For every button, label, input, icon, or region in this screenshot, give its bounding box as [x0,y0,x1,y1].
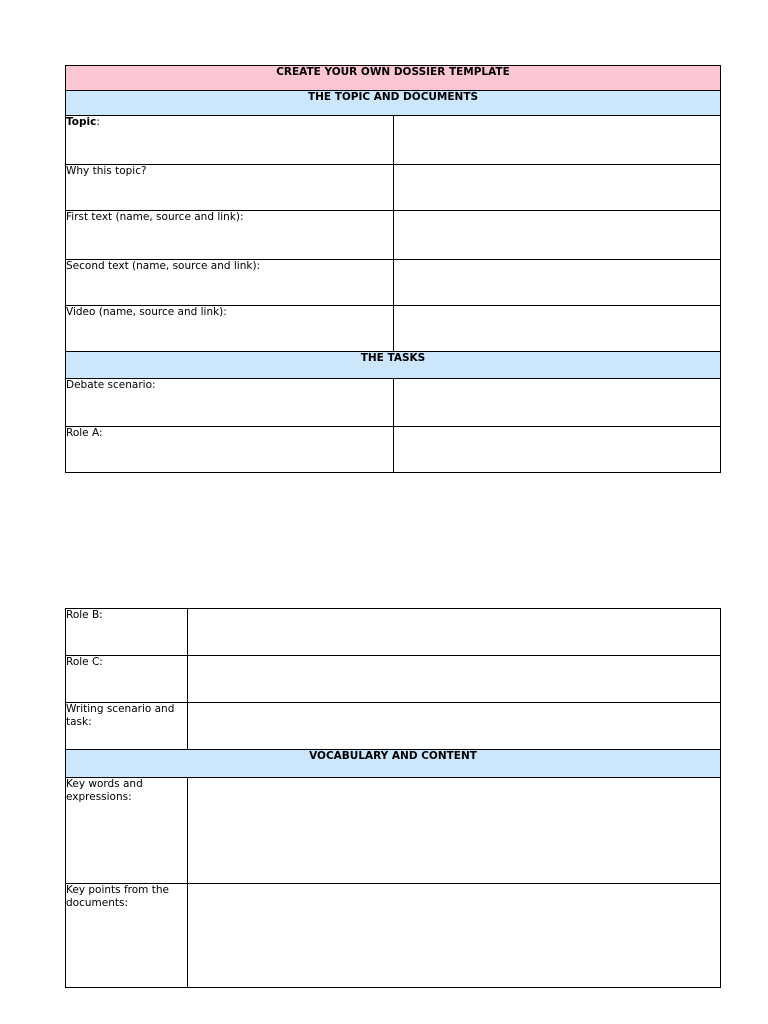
field-why-topic[interactable] [393,165,721,211]
field-key-points[interactable] [188,884,721,988]
field-role-c[interactable] [188,656,721,703]
field-video[interactable] [393,306,721,352]
label-key-words: Key words and expressions: [66,778,188,884]
field-topic[interactable] [393,116,721,165]
field-key-words[interactable] [188,778,721,884]
label-topic [66,116,394,165]
field-role-a[interactable] [393,427,721,473]
section-the-tasks: THE TASKS [66,352,721,379]
label-role-b: Role B: [66,609,188,656]
section-topic-and-documents: THE TOPIC AND DOCUMENTS [66,91,721,116]
field-writing-scenario[interactable] [188,703,721,750]
field-role-b[interactable] [188,609,721,656]
label-topic-colon: : [96,116,100,128]
label-topic-bold: Topic [66,116,97,128]
label-debate-scenario: Debate scenario: [66,379,394,427]
field-debate-scenario[interactable] [393,379,721,427]
label-writing-scenario: Writing scenario and task: [66,703,188,750]
template-title: CREATE YOUR OWN DOSSIER TEMPLATE [66,66,721,91]
label-first-text: First text (name, source and link): [66,211,394,260]
label-role-a: Role A: [66,427,394,473]
dossier-table-page-top [65,65,721,473]
section-vocabulary-and-content: VOCABULARY AND CONTENT [66,750,721,778]
field-first-text[interactable] [393,211,721,260]
label-role-c: Role C: [66,656,188,703]
label-key-points: Key points from the documents: [66,884,188,988]
label-why-topic: Why this topic? [66,165,394,211]
field-second-text[interactable] [393,260,721,306]
label-second-text: Second text (name, source and link): [66,260,394,306]
label-video: Video (name, source and link): [66,306,394,352]
dossier-table-page-bottom [65,608,721,988]
